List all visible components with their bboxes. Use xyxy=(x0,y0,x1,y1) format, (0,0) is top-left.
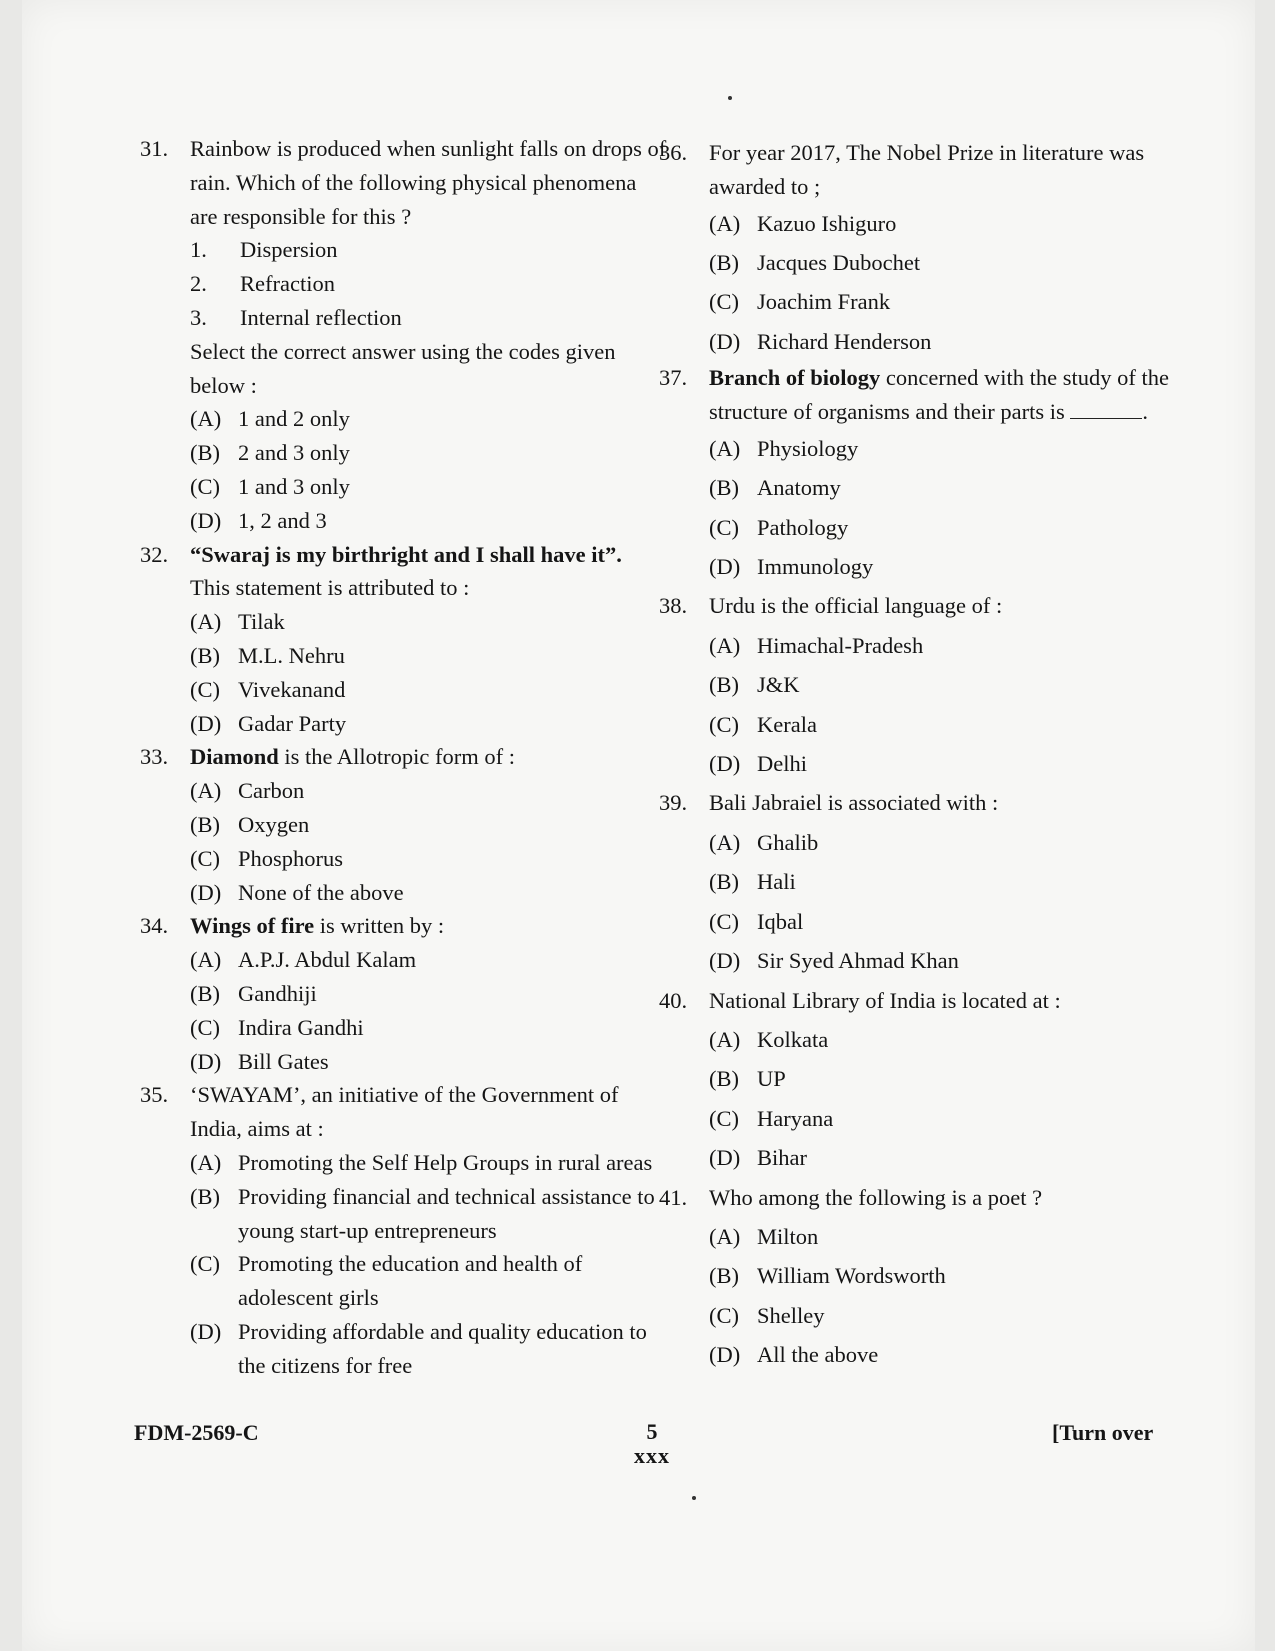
option-c xyxy=(709,282,1171,321)
option-label: (D) xyxy=(709,1145,741,1171)
option-label: (B) xyxy=(709,869,739,895)
option-label: (A) xyxy=(190,947,222,973)
option-c xyxy=(709,1099,1171,1138)
option-label: (B) xyxy=(709,1066,739,1092)
paper-code: FDM-2569-C xyxy=(134,1420,259,1445)
option-d xyxy=(709,1138,1171,1177)
option-label: (D) xyxy=(190,710,222,736)
option-label: (A) xyxy=(709,829,741,855)
option-a xyxy=(709,429,1171,468)
option-label: (D) xyxy=(190,879,222,905)
option-text: 1, 2 and 3 xyxy=(238,507,327,533)
option-text: Promoting the Self Help Groups in rural areas xyxy=(238,1149,653,1175)
option-b xyxy=(190,808,668,842)
option-c xyxy=(709,705,1171,744)
option-a xyxy=(190,402,668,436)
option-label: (A) xyxy=(190,778,222,804)
option-label: (D) xyxy=(190,507,222,533)
option-a xyxy=(709,204,1171,243)
left-column xyxy=(140,132,668,1382)
option-text: Providing financial and technical assistance to young start-up entrepreneurs xyxy=(238,1183,655,1243)
question-text xyxy=(190,909,668,943)
question-number: 36. xyxy=(659,140,688,165)
option-text: Kerala xyxy=(757,711,817,737)
question-number: 41. xyxy=(659,1184,688,1210)
question-number: 37. xyxy=(659,365,688,391)
option-label: (A) xyxy=(190,406,222,432)
option-label: (A) xyxy=(190,1149,222,1175)
list-item xyxy=(190,267,668,301)
option-a xyxy=(709,1217,1171,1256)
option-label: (C) xyxy=(709,514,739,540)
option-label: (A) xyxy=(709,435,741,461)
option-c xyxy=(709,508,1171,547)
question-34 xyxy=(140,909,668,1078)
option-d xyxy=(190,1045,668,1079)
list-item xyxy=(190,233,668,267)
option-text: Kazuo Ishiguro xyxy=(757,210,897,236)
option-label: (C) xyxy=(190,1014,220,1040)
option-text: 1 and 3 only xyxy=(238,473,350,499)
question-text: Who among the following is a poet ? xyxy=(709,1184,1043,1210)
option-text: Iqbal xyxy=(757,908,804,934)
question-text-rest: is the Allotropic form of : xyxy=(278,744,515,770)
option-text: Jacques Dubochet xyxy=(757,250,921,275)
option-label: (B) xyxy=(709,672,739,698)
question-number: 35. xyxy=(140,1082,169,1108)
item-number: 3. xyxy=(190,304,207,330)
option-text: Richard Henderson xyxy=(757,328,932,354)
option-label: (B) xyxy=(709,475,739,501)
option-label: (A) xyxy=(709,1026,741,1052)
option-text: Gadar Party xyxy=(238,710,347,736)
question-number: 40. xyxy=(659,987,688,1013)
option-b xyxy=(190,977,668,1011)
option-a xyxy=(190,943,668,977)
option-text: Indira Gandhi xyxy=(238,1014,364,1040)
question-31 xyxy=(140,132,668,538)
question-number: 39. xyxy=(659,790,688,816)
question-number: 38. xyxy=(659,593,688,619)
option-label: (D) xyxy=(190,1318,222,1344)
item-number: 2. xyxy=(190,271,207,297)
option-label: (C) xyxy=(709,289,739,315)
option-d xyxy=(709,322,1171,361)
option-c xyxy=(709,902,1171,941)
question-number: 32. xyxy=(140,541,169,567)
speck xyxy=(728,96,732,100)
option-text: Providing affordable and quality education to the citizens for free xyxy=(238,1318,647,1378)
option-b xyxy=(709,243,1171,282)
question-bold-term: Wings of fire xyxy=(190,913,315,939)
option-text: Bihar xyxy=(757,1145,807,1171)
page-number-block xyxy=(612,1420,692,1468)
option-text: J&K xyxy=(757,672,800,698)
option-label: (A) xyxy=(709,632,741,658)
question-41 xyxy=(659,1178,1171,1375)
option-d xyxy=(190,707,668,741)
item-list xyxy=(190,233,668,334)
option-label: (D) xyxy=(709,554,741,580)
question-35 xyxy=(140,1078,668,1382)
option-c xyxy=(190,1247,668,1315)
option-label: (B) xyxy=(709,250,739,275)
option-label: (C) xyxy=(709,908,739,934)
speck xyxy=(692,1496,696,1500)
question-bold-term: Diamond xyxy=(190,744,279,770)
item-text: Internal reflection xyxy=(240,304,402,330)
question-text: This statement is attributed to : xyxy=(190,575,470,601)
question-37-options xyxy=(659,429,1171,587)
exam-page xyxy=(22,0,1255,1651)
question-text-rest: is written by : xyxy=(314,913,445,939)
option-label: (D) xyxy=(709,1342,741,1368)
option-text: Bill Gates xyxy=(238,1048,329,1074)
question-number: 33. xyxy=(140,744,169,770)
option-c xyxy=(190,673,668,707)
option-d xyxy=(709,547,1171,586)
option-text: William Wordsworth xyxy=(757,1263,946,1289)
question-text: Urdu is the official language of : xyxy=(709,593,1003,619)
question-33 xyxy=(140,740,668,909)
option-text: Oxygen xyxy=(238,811,310,837)
option-text: Kolkata xyxy=(757,1026,829,1052)
option-a xyxy=(190,605,668,639)
option-text: Physiology xyxy=(757,435,859,461)
question-36 xyxy=(659,136,1171,204)
option-text: Tilak xyxy=(238,609,285,635)
option-a xyxy=(190,1146,668,1180)
question-number: 34. xyxy=(140,913,169,939)
option-a xyxy=(709,626,1171,665)
option-text: Shelley xyxy=(757,1302,825,1328)
option-label: (C) xyxy=(190,473,220,499)
option-label: (C) xyxy=(709,711,739,737)
answer-blank xyxy=(1070,400,1142,419)
question-text xyxy=(709,361,1171,429)
question-text-rest: concerned with the study of the structure of organisms and their parts is xyxy=(709,365,1169,425)
option-c xyxy=(190,1011,668,1045)
option-label: (B) xyxy=(190,642,220,668)
option-b xyxy=(190,1180,668,1248)
option-label: (B) xyxy=(190,440,220,466)
instruction-text: Select the correct answer using the codes given below : xyxy=(190,338,616,398)
option-a xyxy=(190,774,668,808)
question-text: ‘SWAYAM’, an initiative of the Government of India, aims at : xyxy=(190,1082,619,1142)
option-text: Himachal-Pradesh xyxy=(757,632,924,658)
option-text: Phosphorus xyxy=(238,845,344,871)
option-b xyxy=(709,665,1171,704)
question-text: National Library of India is located at : xyxy=(709,987,1061,1013)
option-b xyxy=(190,436,668,470)
option-text: UP xyxy=(757,1066,786,1092)
page-mark: xxx xyxy=(634,1443,670,1468)
question-text: Rainbow is produced when sunlight falls on drops of rain. Which of the following physical phenomena are responsible for this ? xyxy=(190,136,667,229)
option-label: (A) xyxy=(709,1223,741,1249)
option-text: Joachim Frank xyxy=(757,289,891,315)
option-label: (B) xyxy=(190,1183,220,1209)
option-label: (C) xyxy=(190,845,220,871)
item-text: Refraction xyxy=(240,271,335,297)
option-text: None of the above xyxy=(238,879,404,905)
option-b xyxy=(190,639,668,673)
page-number: 5 xyxy=(646,1419,658,1444)
option-c xyxy=(709,1296,1171,1335)
option-label: (C) xyxy=(190,1251,220,1277)
option-b xyxy=(709,862,1171,901)
right-column xyxy=(659,132,1171,1375)
option-label: (D) xyxy=(190,1048,222,1074)
option-d xyxy=(190,876,668,910)
option-label: (C) xyxy=(190,676,220,702)
question-quote: “Swaraj is my birthright and I shall have it”. xyxy=(190,541,622,567)
item-text: Dispersion xyxy=(240,237,338,263)
option-label: (D) xyxy=(709,948,741,974)
option-text: Vivekanand xyxy=(238,676,346,702)
option-label: (B) xyxy=(709,1263,739,1289)
list-item xyxy=(190,301,668,335)
option-label: (C) xyxy=(709,1105,739,1131)
option-label: (C) xyxy=(709,1302,739,1328)
question-32 xyxy=(140,538,668,741)
option-label: (B) xyxy=(190,980,220,1006)
option-d xyxy=(709,941,1171,980)
option-text: Sir Syed Ahmad Khan xyxy=(757,948,959,974)
option-text: Haryana xyxy=(757,1105,834,1131)
option-text: M.L. Nehru xyxy=(238,642,345,668)
option-b xyxy=(709,1256,1171,1295)
option-d xyxy=(190,1315,668,1383)
question-text: Bali Jabraiel is associated with : xyxy=(709,790,999,816)
option-d xyxy=(190,504,668,538)
option-text: All the above xyxy=(757,1342,879,1368)
option-text: Carbon xyxy=(238,778,305,804)
question-36-options xyxy=(659,204,1171,362)
question-40 xyxy=(659,981,1171,1178)
option-label: (D) xyxy=(709,751,741,777)
option-b xyxy=(709,468,1171,507)
option-text: Milton xyxy=(757,1223,819,1249)
option-text: Hali xyxy=(757,869,796,895)
option-label: (D) xyxy=(709,328,741,354)
question-39 xyxy=(659,783,1171,980)
question-38 xyxy=(659,586,1171,783)
option-a xyxy=(709,1020,1171,1059)
option-text: Promoting the education and health of adolescent girls xyxy=(238,1251,583,1311)
option-text: Immunology xyxy=(757,554,874,580)
option-text: 2 and 3 only xyxy=(238,440,350,466)
option-a xyxy=(709,823,1171,862)
option-label: (A) xyxy=(709,210,741,236)
question-text: For year 2017, The Nobel Prize in literature was awarded to ; xyxy=(709,140,1145,199)
option-text: Pathology xyxy=(757,514,849,540)
option-c xyxy=(190,842,668,876)
item-number: 1. xyxy=(190,237,207,263)
turn-over-label: [Turn over xyxy=(1052,1420,1154,1445)
option-d xyxy=(709,744,1171,783)
option-text: Delhi xyxy=(757,751,807,777)
option-text: A.P.J. Abdul Kalam xyxy=(238,947,417,973)
option-text: Anatomy xyxy=(757,475,841,501)
option-d xyxy=(709,1335,1171,1374)
question-bold-term: Branch of biology xyxy=(709,365,881,391)
option-text: Ghalib xyxy=(757,829,819,855)
question-text xyxy=(190,740,668,774)
question-37 xyxy=(659,361,1171,429)
option-c xyxy=(190,470,668,504)
option-text: 1 and 2 only xyxy=(238,406,350,432)
option-label: (B) xyxy=(190,811,220,837)
question-number: 31. xyxy=(140,136,169,161)
option-b xyxy=(709,1059,1171,1098)
option-label: (A) xyxy=(190,609,222,635)
question-end: . xyxy=(1142,399,1149,425)
option-text: Gandhiji xyxy=(238,980,317,1006)
